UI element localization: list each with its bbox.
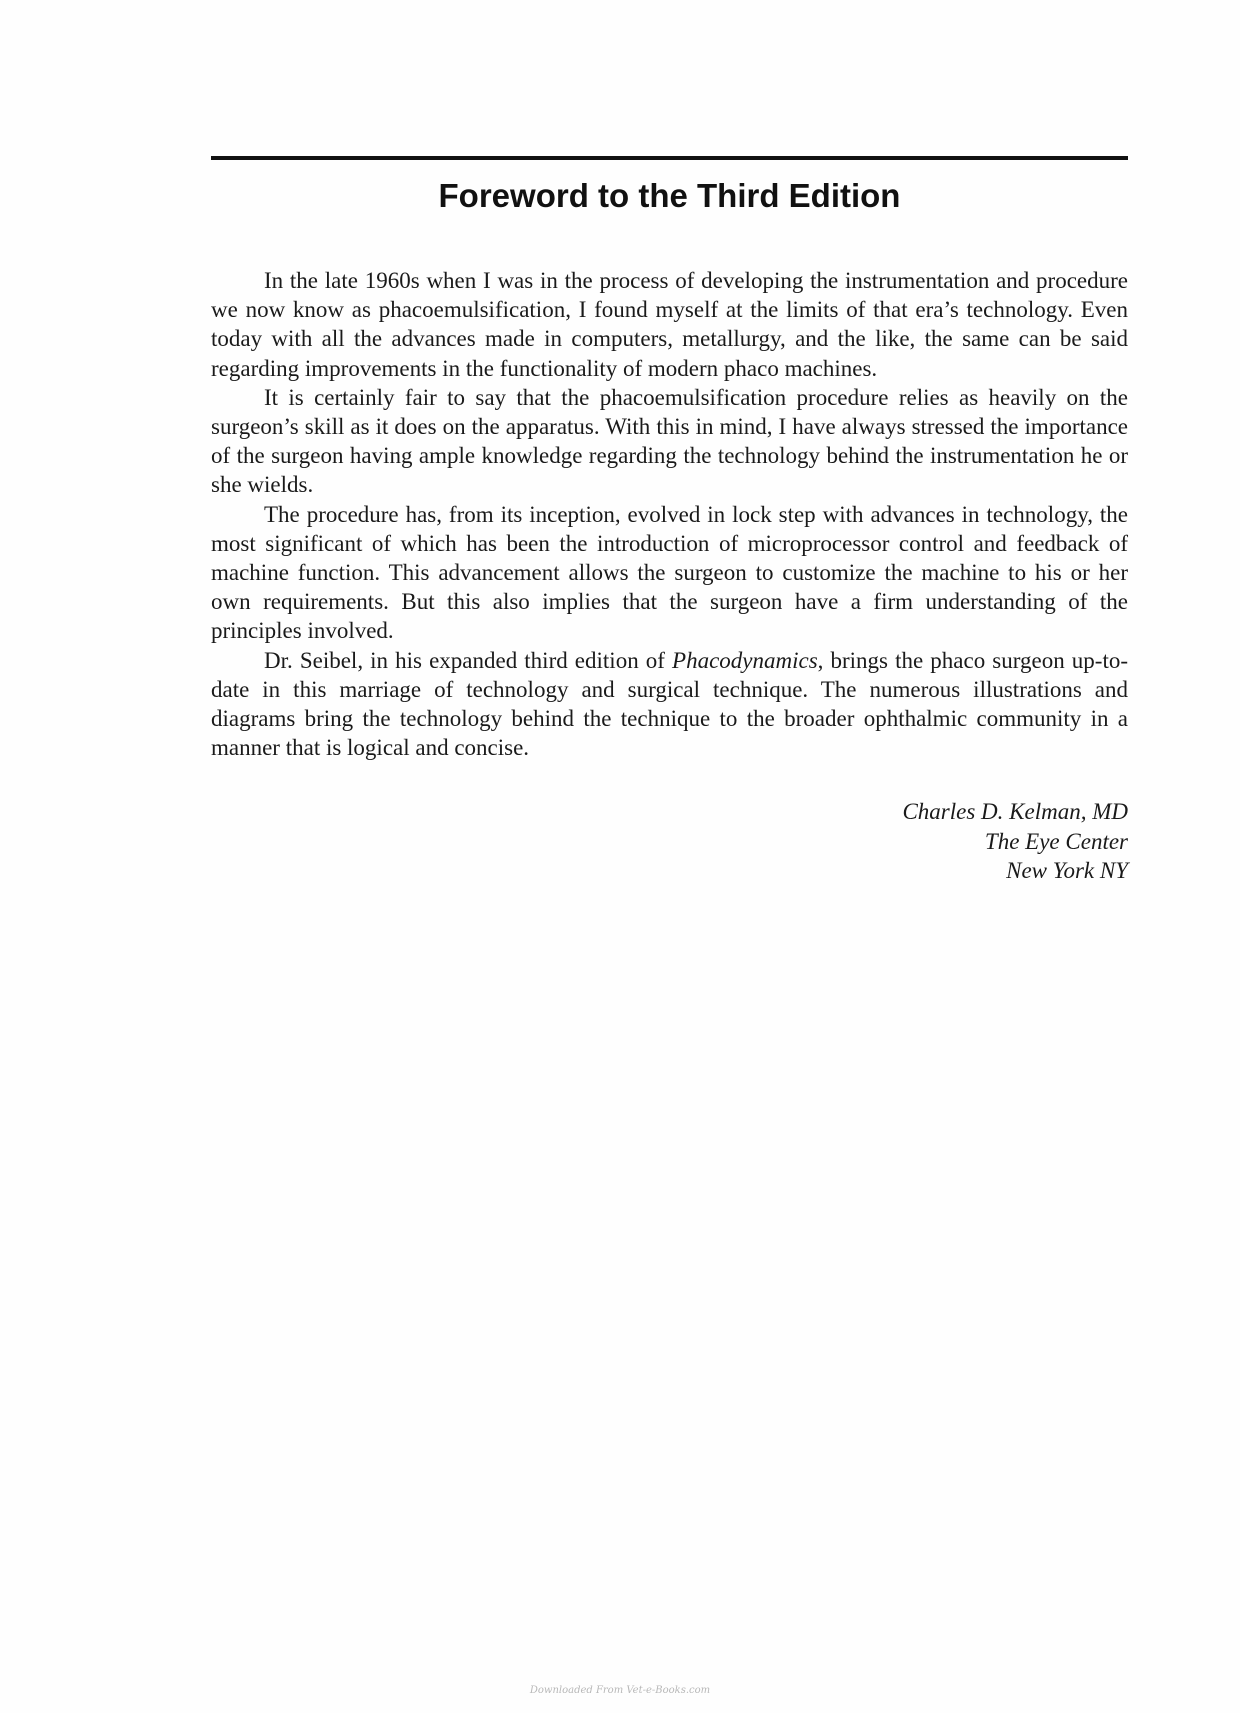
footer-watermark: Downloaded From Vet-e-Books.com [529, 1685, 711, 1696]
foreword-body [211, 266, 1128, 762]
signature-location: New York NY [1006, 858, 1128, 883]
paragraph-text: The procedure has, from its inception, evolved in lock step with advances in technology, the most significant of which has been the introduction of microprocessor control and feedback of machine function. This advancement allows the surgeon to customize the machine to his or her own requirements. But this also implies that the surgeon have a firm understanding of the principles involved. [211, 501, 1128, 644]
paragraph [211, 383, 1128, 500]
book-title-italic: Phacodynamics [672, 647, 818, 673]
signature-block [211, 797, 1128, 886]
paragraph [211, 646, 1128, 763]
paragraph-text: In the late 1960s when I was in the process of developing the instrumentation and procedure we now know as phacoemulsification, I found myself at the limits of that era’s technology. Even today with all the advances made in computers, metallurgy, and the like, the same can be said regarding improvements in the functionality of modern phaco machines. [211, 268, 1128, 381]
paragraph-text: , brings the phaco surgeon up-to-date in this marriage of technology and surgical technique. The numerous illustrations and diagrams bring the technology behind the technique to the broader ophthalmic community in a manner that is logical and concise. [211, 647, 1128, 761]
signature-institution: The Eye Center [984, 828, 1128, 854]
header-rule [211, 156, 1128, 160]
paragraph [211, 500, 1128, 646]
signature-name: Charles D. Kelman, MD [902, 799, 1128, 824]
page-title: Foreword to the Third Edition [438, 177, 901, 214]
paragraph-text: It is certainly fair to say that the phacoemulsification procedure relies as heavily on the surgeon’s skill as it does on the apparatus. With this in mind, I have always stressed the importance of the surgeon having ample knowledge regarding the technology behind the instrumentation he or she wields. [211, 384, 1128, 498]
paragraph [211, 266, 1128, 383]
paragraph-text: Dr. Seibel, in his expanded third edition of [264, 647, 673, 673]
